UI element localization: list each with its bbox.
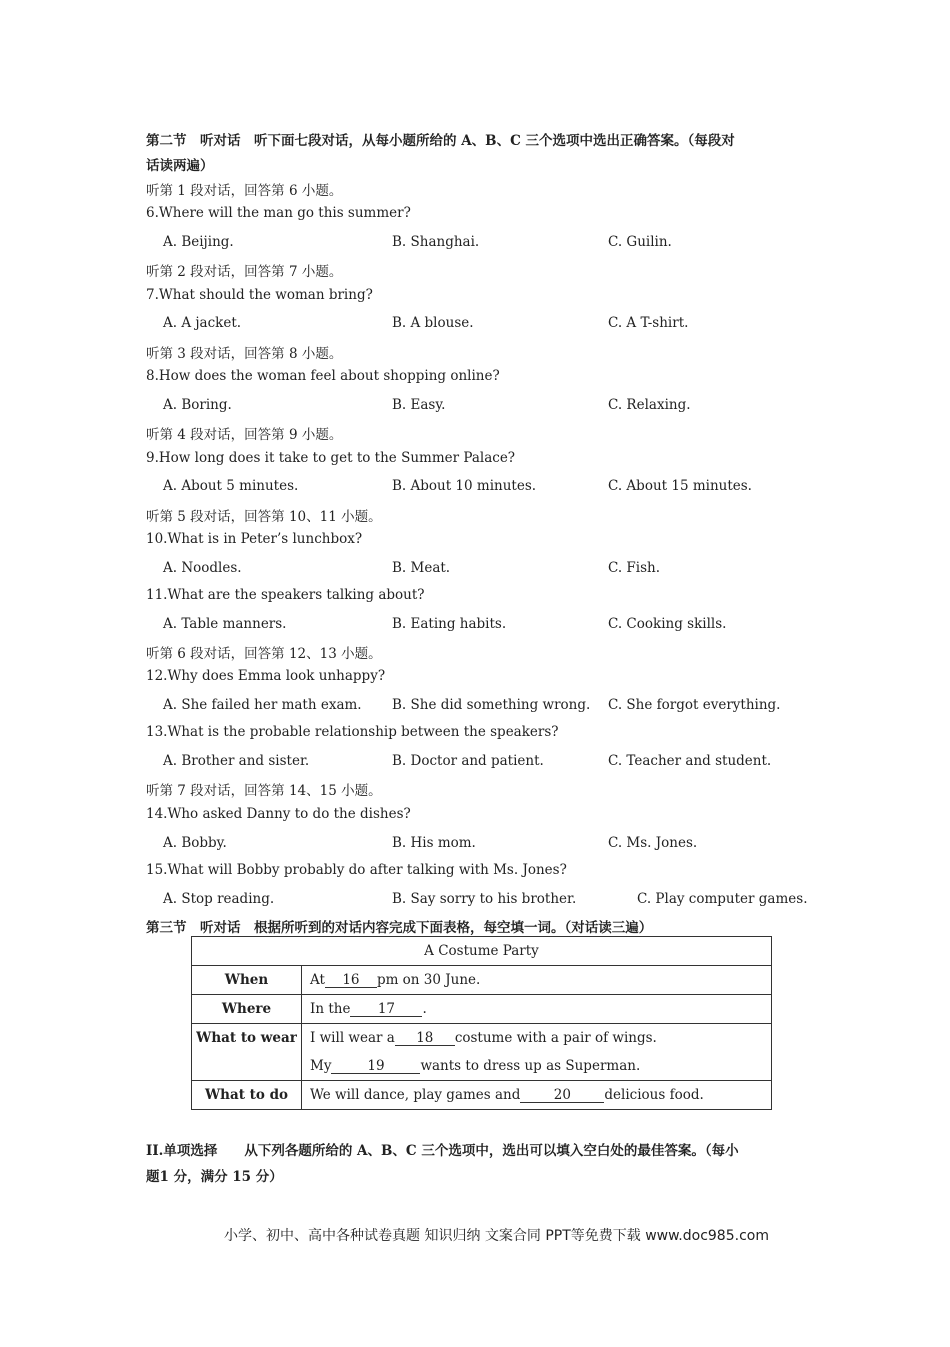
q10-option-a: A. Noodles. [163,560,242,576]
q7-option-a: A. A jacket. [163,315,242,331]
row-label-where: Where [192,995,302,1024]
q13-option-a: A. Brother and sister. [163,753,310,769]
question-8: 8.How does the woman feel about shopping online? [146,368,500,384]
footer-text: 小学、初中、高中各种试卷真题 知识归纳 文案合同 PPT等免费下载 www.doc985.com [224,1228,769,1244]
q14-option-b: B. His mom. [392,835,476,851]
q15-option-c: C. Play computer games. [637,891,808,907]
blank-20[interactable]: 20 [520,1088,604,1103]
table-title: A Costume Party [192,937,772,966]
row-content-do: We will dance, play games and 20 delicious food. [302,1081,772,1110]
table-row [192,966,772,995]
q11-option-b: B. Eating habits. [392,616,507,632]
question-7: 7.What should the woman bring? [146,287,373,303]
q9-option-b: B. About 10 minutes. [392,478,537,494]
q15-option-b: B. Say sorry to his brother. [392,891,577,907]
part2-title-line2: 题1 分，满分 15 分） [146,1169,283,1185]
dialogue-intro: 听第 2 段对话，回答第 7 小题。 [146,264,343,280]
q6-option-b: B. Shanghai. [392,234,480,250]
row-content-wear: I will wear a 18 costume with a pair of wings. My 19 wants to dress up as Superman. [302,1024,772,1081]
question-13: 13.What is the probable relationship between the speakers? [146,724,559,740]
q8-option-a: A. Boring. [163,397,232,413]
row-content-when: At 16 pm on 30 June. [302,966,772,995]
blank-17[interactable]: 17 [350,1002,422,1017]
table-row [192,995,772,1024]
row-label-do: What to do [192,1081,302,1110]
q7-option-b: B. A blouse. [392,315,474,331]
q11-option-c: C. Cooking skills. [608,616,727,632]
q14-option-c: C. Ms. Jones. [608,835,698,851]
q13-option-c: C. Teacher and student. [608,753,772,769]
blank-19[interactable]: 19 [331,1059,420,1074]
q12-option-c: C. She forgot everything. [608,697,781,713]
dialogue-intro: 听第 7 段对话，回答第 14、15 小题。 [146,783,382,799]
q11-option-a: A. Table manners. [163,616,287,632]
row-label-wear: What to wear [192,1024,302,1081]
row-content-where: In the 17 . [302,995,772,1024]
row-label-when: When [192,966,302,995]
q6-option-c: C. Guilin. [608,234,672,250]
q12-option-a: A. She failed her math exam. [163,697,362,713]
section2-title-line2: 话读两遍） [146,158,214,174]
question-11: 11.What are the speakers talking about? [146,587,425,603]
dialogue-intro: 听第 5 段对话，回答第 10、11 小题。 [146,509,382,525]
question-14: 14.Who asked Danny to do the dishes? [146,806,411,822]
q6-option-a: A. Beijing. [163,234,234,250]
blank-16[interactable]: 16 [325,973,377,988]
section2-title-line1: 第二节 听对话 听下面七段对话，从每小题所给的 A、B、C 三个选项中选出正确答案。（每段对 [146,133,735,149]
q10-option-c: C. Fish. [608,560,661,576]
question-6: 6.Where will the man go this summer? [146,205,411,221]
section3-title: 第三节 听对话 根据所听到的对话内容完成下面表格，每空填一词。（对话读三遍） [146,920,653,936]
table-row [192,1081,772,1110]
q8-option-c: C. Relaxing. [608,397,691,413]
table-row [192,1024,772,1081]
question-15: 15.What will Bobby probably do after talking with Ms. Jones? [146,862,567,878]
q12-option-b: B. She did something wrong. [392,697,591,713]
part2-title-line1: II.单项选择 从下列各题所给的 A、B、C 三个选项中，选出可以填入空白处的最佳答案。（每小 [146,1143,739,1159]
q8-option-b: B. Easy. [392,397,446,413]
blank-18[interactable]: 18 [395,1031,455,1046]
q9-option-a: A. About 5 minutes. [163,478,299,494]
q15-option-a: A. Stop reading. [163,891,275,907]
q13-option-b: B. Doctor and patient. [392,753,544,769]
q9-option-c: C. About 15 minutes. [608,478,752,494]
dialogue-intro: 听第 6 段对话，回答第 12、13 小题。 [146,646,382,662]
dialogue-intro: 听第 3 段对话，回答第 8 小题。 [146,346,343,362]
q14-option-a: A. Bobby. [163,835,227,851]
question-10: 10.What is in Peter’s lunchbox? [146,531,363,547]
dialogue-intro: 听第 4 段对话，回答第 9 小题。 [146,427,343,443]
question-9: 9.How long does it take to get to the Summer Palace? [146,450,516,466]
costume-party-table [191,936,772,1110]
q10-option-b: B. Meat. [392,560,451,576]
q7-option-c: C. A T-shirt. [608,315,689,331]
question-12: 12.Why does Emma look unhappy? [146,668,386,684]
dialogue-intro: 听第 1 段对话，回答第 6 小题。 [146,183,343,199]
